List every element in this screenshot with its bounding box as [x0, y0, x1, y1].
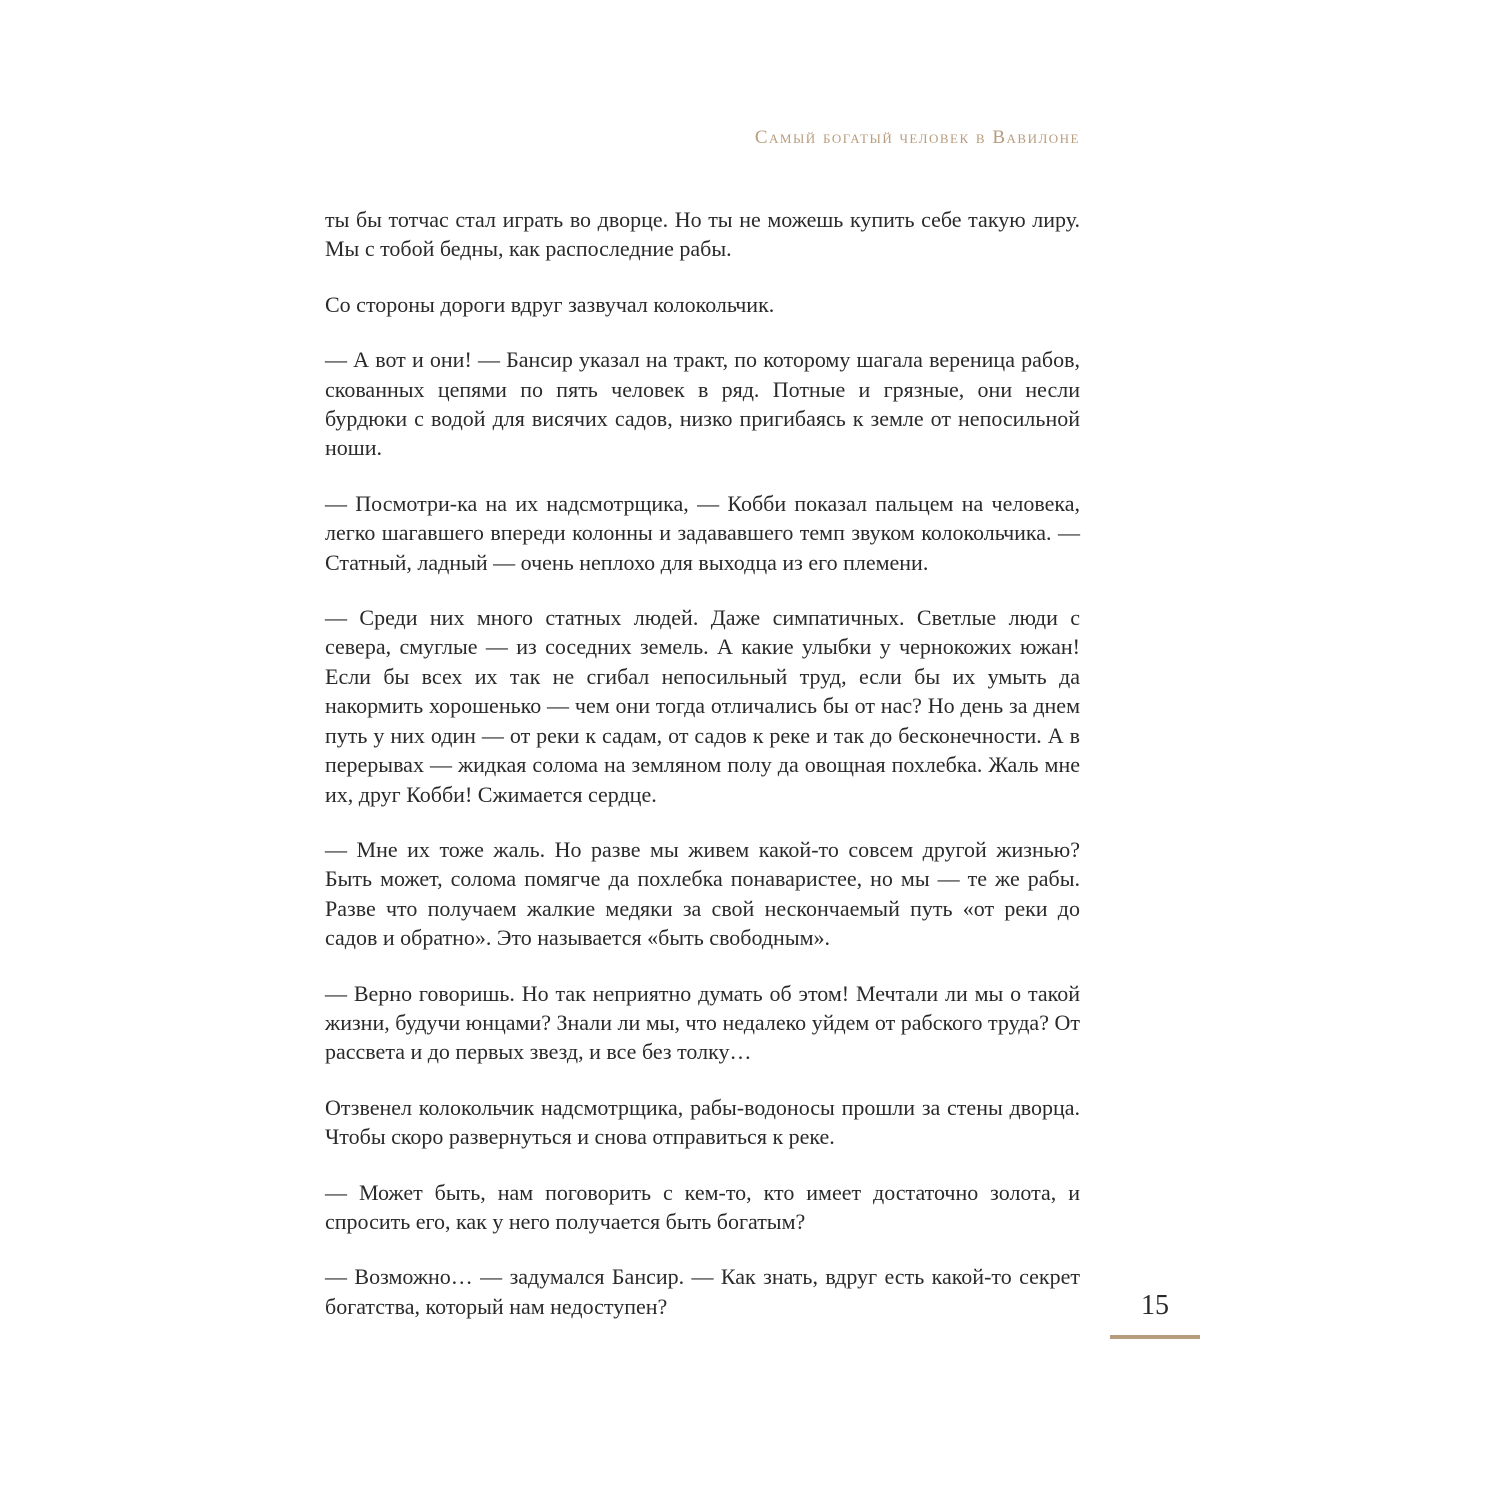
paragraph: — Посмотри-ка на их надсмотрщика, — Кобби показал пальцем на человека, легко шагавшего впереди колонны и задававшего темп звуком колокольчика. — Статный, ладный — очень неплохо для выходца из его племени. [325, 490, 1080, 575]
page-number: 15 [1141, 1290, 1169, 1321]
paragraph: — Среди них много статных людей. Даже симпатичных. Светлые люди с севера, смуглые — из соседних земель. А какие улыбки у чернокожих южан! Если бы всех их так не сгибал непосильный труд, если бы их умыть да накормить хорошенько — чем они тогда отличались бы от нас? Но день за днем путь у них один — от реки к садам, от садов к реке и так до бесконечности. А в перерывах — жидкая солома на земляном полу да овощная похлебка. Жаль мне их, друг Кобби! Сжимается сердце. [325, 605, 1080, 807]
paragraph: Отзвенел колокольчик надсмотрщика, рабы-водоносы прошли за стены дворца. Чтобы скоро развернуться и снова отправиться к реке. [325, 1094, 1080, 1150]
body-text [325, 205, 1080, 1347]
page-number-rule [1110, 1335, 1200, 1339]
paragraph: ты бы тотчас стал играть во дворце. Но ты не можешь купить себе такую лиру. Мы с тобой бедны, как распоследние рабы. [325, 207, 1080, 262]
paragraph: — Верно говоришь. Но так неприятно думать об этом! Мечтали ли мы о такой жизни, будучи юнцами? Знали ли мы, что недалеко уйдем от рабского труда? От рассвета и до первых звезд, и все без толку… [325, 980, 1080, 1065]
paragraph: — Может быть, нам поговорить с кем-то, кто имеет достаточно золота, и спросить его, как у него получается быть богатым? [325, 1179, 1080, 1234]
paragraph: Со стороны дороги вдруг зазвучал колокольчик. [325, 291, 775, 317]
paragraph: — А вот и они! — Бансир указал на тракт, по которому шагала вереница рабов, скованных цепями по пять человек в ряд. Потные и грязные, они несли бурдюки с водой для висячих садов, низко пригибаясь к земле от непосильной ноши. [325, 347, 1080, 461]
running-title: Самый богатый человек в Вавилоне [754, 127, 1080, 148]
paragraph: — Возможно… — задумался Бансир. — Как знать, вдруг есть какой-то секрет богатства, который нам недоступен? [325, 1264, 1080, 1319]
paragraph: — Мне их тоже жаль. Но разве мы живем какой-то совсем другой жизнью? Быть может, солома помягче да похлебка понаваристее, но мы — те же рабы. Разве что получаем жалкие медяки за свой нескончаемый путь «от реки до садов и обратно». Это называется «быть свободным». [325, 836, 1080, 951]
